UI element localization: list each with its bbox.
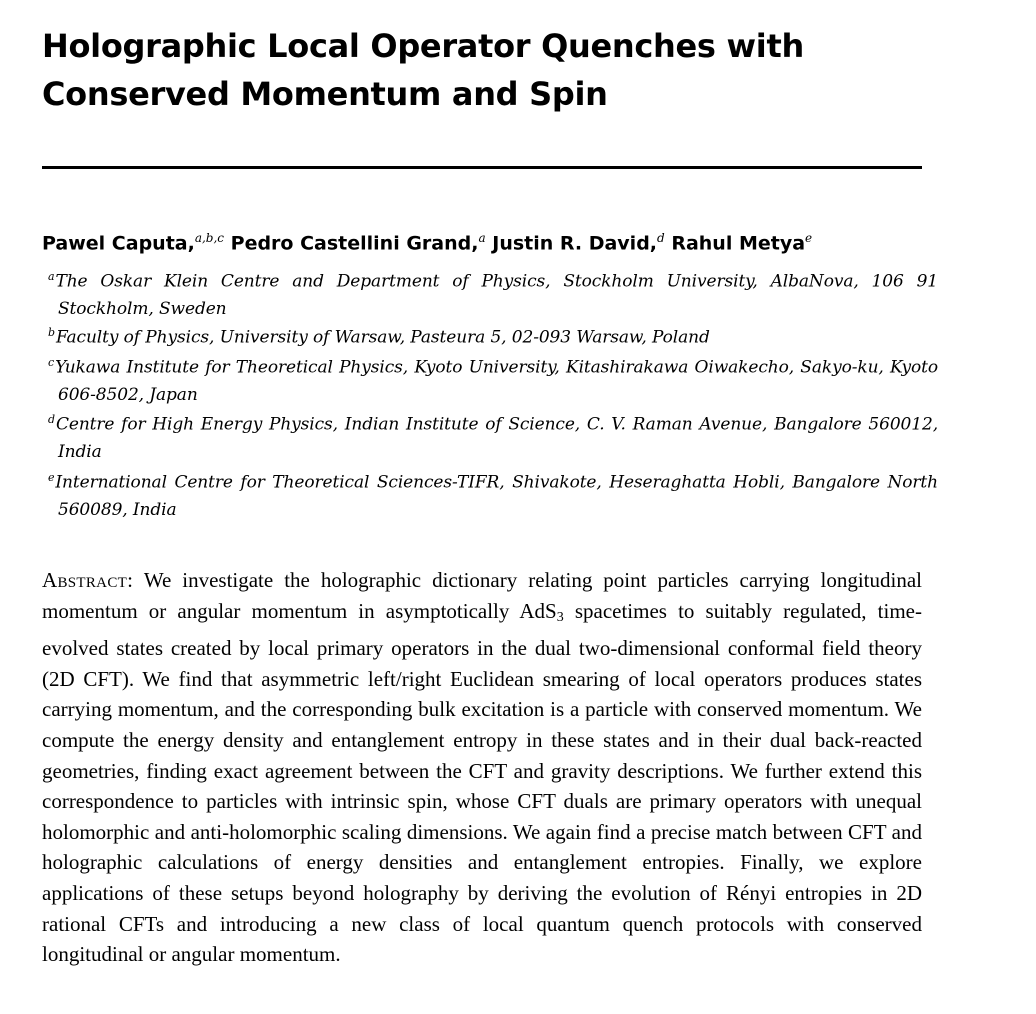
affiliation-mark: d [48, 413, 55, 426]
affiliation-mark: b [48, 326, 55, 339]
affiliation-text: Centre for High Energy Physics, Indian Institute of Science, C. V. Raman Avenue, Bangalore 560012, India [55, 414, 938, 462]
author-affiliation-mark: e [805, 231, 813, 245]
author-affiliation-mark: a,b,c [194, 231, 225, 245]
title-rule [42, 166, 922, 169]
abstract [42, 565, 922, 970]
abstract-text: We investigate the holographic dictionary relating point particles carrying longitudinal momentum or angular momentum in asymptotically AdS [42, 568, 922, 623]
abstract-text-continued: spacetimes to suitably regulated, time-evolved states created by local primary operators in the dual two-dimensional conformal field theory (2D CFT). We find that asymmetric left/right Euclidean smearing of local operators produces states carrying momentum, and the corresponding bulk excitation is a particle with conserved momentum. We compute the energy density and entanglement entropy in these states and in their dual back-reacted geometries, finding exact agreement between the CFT and gravity descriptions. We further extend this correspondence to particles with intrinsic spin, whose CFT duals are primary operators with unequal holomorphic and anti-holomorphic scaling dimensions. We again find a precise match between CFT and holographic calculations of energy densities and entanglement entropies. Finally, we explore applications of these setups beyond holography by deriving the evolution of Rényi entropies in 2D rational CFTs and introducing a new class of local quantum quench protocols with conserved longitudinal or angular momentum. [42, 598, 922, 967]
affiliation-mark: a [48, 270, 55, 283]
author-list [42, 224, 942, 257]
affiliation-text: The Oskar Klein Centre and Department of Physics, Stockholm University, AlbaNova, 106 91 Stockholm, Sweden [55, 271, 938, 319]
author-name: Rahul Metya [671, 232, 806, 255]
author-name: Pedro Castellini Grand, [230, 232, 479, 255]
affiliation-mark: c [48, 356, 55, 369]
paper-title: Holographic Local Operator Quenches with Conserved Momentum and Spin [42, 27, 804, 113]
affiliation-b [48, 319, 938, 352]
abstract-subscript: 3 [556, 609, 564, 625]
author-affiliation-mark: a [478, 231, 486, 245]
affiliation-text: International Centre for Theoretical Sciences-TIFR, Shivakote, Heseraghatta Hobli, Bangalore North 560089, India [55, 472, 938, 520]
author-name: Pawel Caputa, [42, 232, 195, 255]
author-affiliation-mark: d [657, 231, 665, 245]
abstract-label: Abstract: [42, 568, 134, 592]
affiliation-d [48, 406, 938, 466]
affiliation-c [48, 349, 938, 409]
affiliation-mark: e [48, 471, 55, 484]
author-name: Justin R. David, [492, 232, 658, 255]
affiliation-a [48, 263, 938, 323]
affiliation-text: Faculty of Physics, University of Warsaw, Pasteura 5, 02-093 Warsaw, Poland [55, 327, 710, 348]
affiliation-text: Yukawa Institute for Theoretical Physics, Kyoto University, Kitashirakawa Oiwakecho, Sakyo-ku, Kyoto 606-8502, Japan [55, 357, 938, 405]
affiliation-e [48, 464, 938, 524]
